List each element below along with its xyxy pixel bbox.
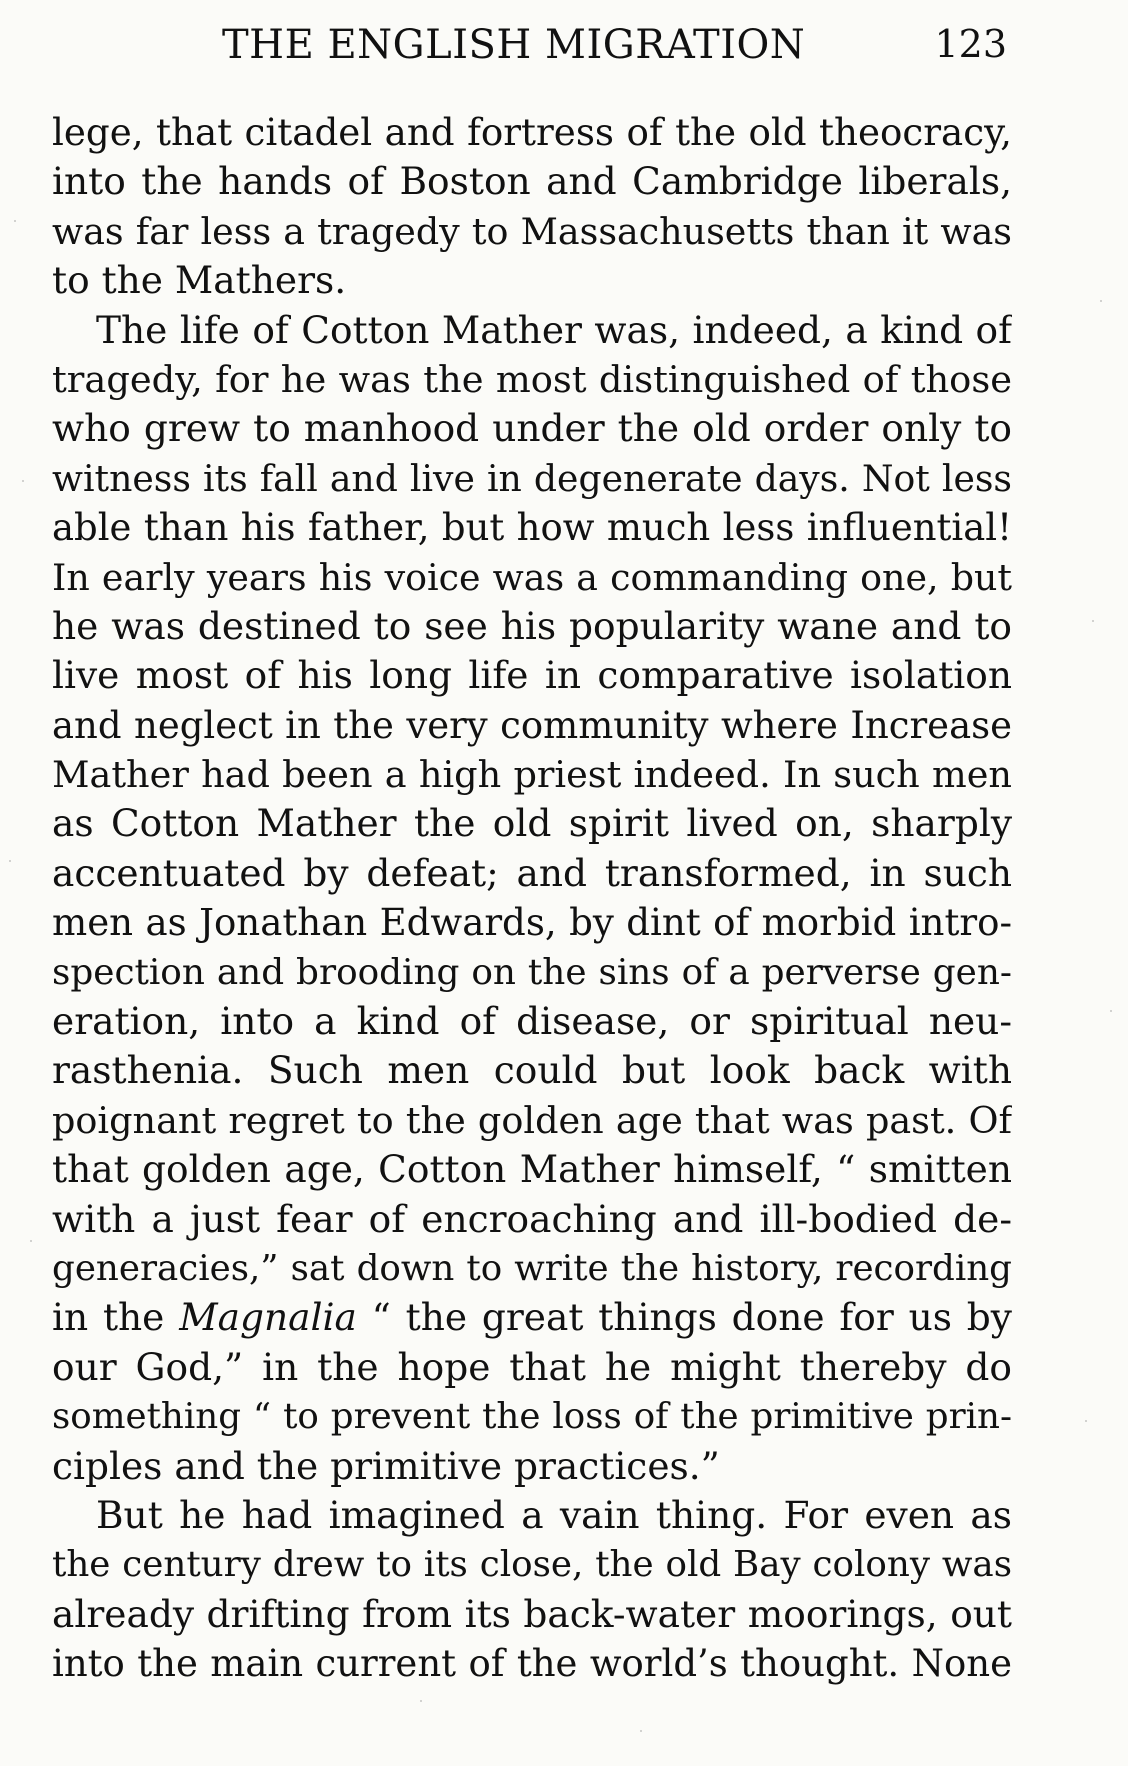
text-fragment: “ the great things done for us by [356, 1295, 1012, 1340]
text-line: live most of his long life in comparative isolation [52, 653, 1012, 698]
text-line: to the Mathers. [52, 258, 347, 303]
text-line: witness its fall and live in degenerate days. Not less [52, 456, 1012, 500]
text-line: already drifting from its back-water moorings, out [52, 1591, 1012, 1636]
text-line: was far less a tragedy to Massachusetts than it was [52, 209, 1012, 253]
text-line: generacies,” sat down to write the history, recording [52, 1247, 1012, 1289]
text-line: with a just fear of encroaching and ill-bodied de- [52, 1196, 1012, 1241]
text-line-magnalia [52, 1293, 1012, 1342]
scan-speck [9, 860, 11, 862]
text-line: poignant regret to the golden age that was past. Of [52, 1098, 1012, 1142]
scan-speck [22, 480, 24, 482]
paragraph-first-line: The life of Cotton Mather was, indeed, a kind of [96, 307, 1012, 352]
text-fragment: in the [52, 1295, 180, 1340]
text-line: men as Jonathan Edwards, by dint of morbid intro- [52, 901, 1012, 945]
text-line: spection and brooding on the sins of a perverse gen- [52, 951, 1012, 993]
scan-speck [640, 1730, 642, 1732]
scan-speck [30, 1240, 32, 1242]
text-line: In early years his voice was a commanding one, but [52, 555, 1012, 599]
scan-speck [1085, 1420, 1087, 1422]
text-line: that golden age, Cotton Mather himself, “ smitten [52, 1147, 1012, 1192]
text-line: who grew to manhood under the old order only to [52, 406, 1012, 451]
scan-speck [1110, 1010, 1112, 1012]
running-title: THE ENGLISH MIGRATION [222, 22, 806, 68]
text-line: eration, into a kind of disease, or spiritual neu- [52, 999, 1012, 1044]
text-line: ciples and the primitive practices.” [52, 1443, 720, 1488]
text-line: rasthenia. Such men could but look back with [52, 1048, 1012, 1093]
text-line: able than his father, but how much less influential! [52, 506, 1012, 550]
scan-speck [1092, 620, 1094, 622]
text-line: as Cotton Mather the old spirit lived on, sharply [52, 801, 1012, 846]
text-line: Mather had been a high priest indeed. In such men [52, 753, 1012, 797]
text-line: into the main current of the world’s thought. None [52, 1642, 1012, 1686]
text-line: into the hands of Boston and Cambridge liberals, [52, 159, 1012, 204]
scan-speck [420, 1700, 422, 1702]
scan-speck [1100, 300, 1102, 302]
text-line: accentuated by defeat; and transformed, in such [52, 850, 1012, 895]
book-title-magnalia: Magnalia [179, 1295, 357, 1340]
text-line: he was destined to see his popularity wane and to [52, 603, 1012, 648]
text-line: lege, that citadel and fortress of the old theocracy, [52, 110, 1012, 154]
page-header [52, 22, 1012, 82]
text-line: something “ to prevent the loss of the primitive prin- [52, 1396, 1012, 1438]
text-line: our God,” in the hope that he might thereby do [52, 1344, 1012, 1389]
paragraph-first-line: But he had imagined a vain thing. For even as [96, 1492, 1012, 1537]
text-line: the century drew to its close, the old Bay colony was [52, 1544, 1012, 1586]
text-line: and neglect in the very community where Increase [52, 703, 1012, 747]
scan-speck [14, 220, 16, 222]
text-line: tragedy, for he was the most distinguished of those [52, 357, 1012, 401]
page-number: 123 [934, 22, 1007, 66]
body-text [52, 108, 1012, 1689]
